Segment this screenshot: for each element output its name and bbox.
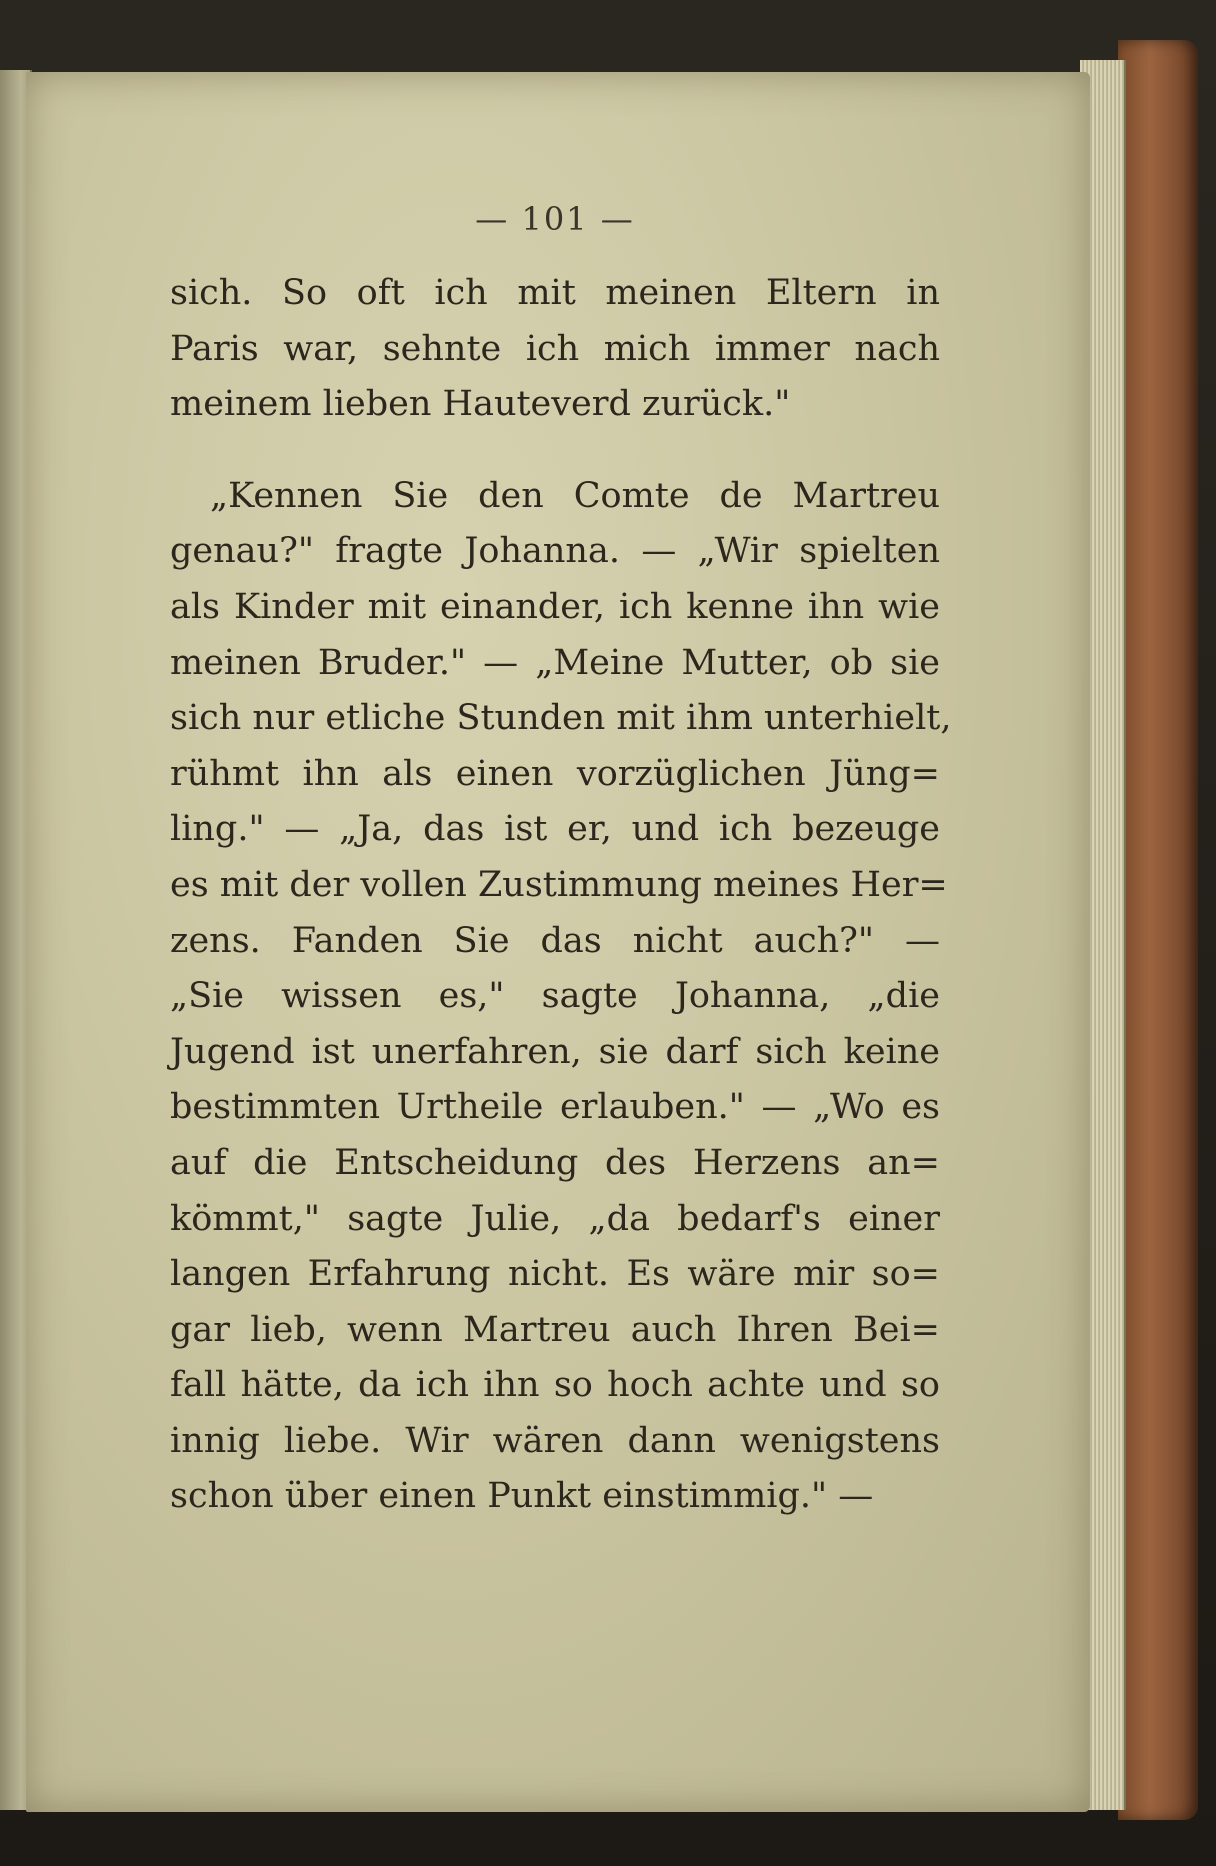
paragraph-gap xyxy=(170,433,940,469)
paragraph-1 xyxy=(170,266,940,433)
text-line: meinen Bruder." — „Meine Mutter, ob sie xyxy=(170,642,940,683)
text-line: als Kinder mit einander, ich kenne ihn wie xyxy=(170,586,940,627)
book-cover-edge xyxy=(1118,40,1198,1820)
text-line: sich. So oft ich mit meinen Eltern in xyxy=(170,273,940,313)
text-line: auf die Entscheidung des Herzens an= xyxy=(170,1142,940,1183)
text-line: „Kennen Sie den Comte de Martreu xyxy=(210,475,940,516)
text-line: kömmt," sagte Julie, „da bedarf's einer xyxy=(170,1198,940,1239)
paragraph-2 xyxy=(170,469,952,1525)
text-line: langen Erfahrung nicht. Es wäre mir so= xyxy=(170,1254,940,1295)
text-line: innig liebe. Wir wären dann wenigstens xyxy=(170,1420,940,1461)
text-line: bestimmten Urtheile erlauben." — „Wo es xyxy=(170,1087,940,1128)
text-line: zens. Fanden Sie das nicht auch?" — xyxy=(170,920,940,961)
text-line: rühmt ihn als einen vorzüglichen Jüng= xyxy=(170,753,940,794)
text-line: gar lieb, wenn Martreu auch Ihren Bei= xyxy=(170,1309,940,1350)
text-line: genau?" fragte Johanna. — „Wir spielten xyxy=(170,531,940,572)
text-line: ling." — „Ja, das ist er, und ich bezeuge xyxy=(170,809,940,850)
text-line: sich nur etliche Stunden mit ihm unterhielt, xyxy=(170,698,952,739)
running-header: — 101 — xyxy=(475,200,635,238)
text-line: Paris war, sehnte ich mich immer nach xyxy=(170,328,940,369)
text-line: schon über einen Punkt einstimmig." — xyxy=(170,1476,874,1517)
text-line: Jugend ist unerfahren, sie darf sich keine xyxy=(170,1031,940,1072)
text-line: „Sie wissen es," sagte Johanna, „die xyxy=(170,976,940,1017)
text-line: fall hätte, da ich ihn so hoch achte und so xyxy=(170,1365,940,1406)
text-line: meinem lieben Hauteverd zurück." xyxy=(170,384,791,425)
page-text-block xyxy=(170,200,952,1525)
text-line: es mit der vollen Zustimmung meines Her= xyxy=(170,864,948,905)
